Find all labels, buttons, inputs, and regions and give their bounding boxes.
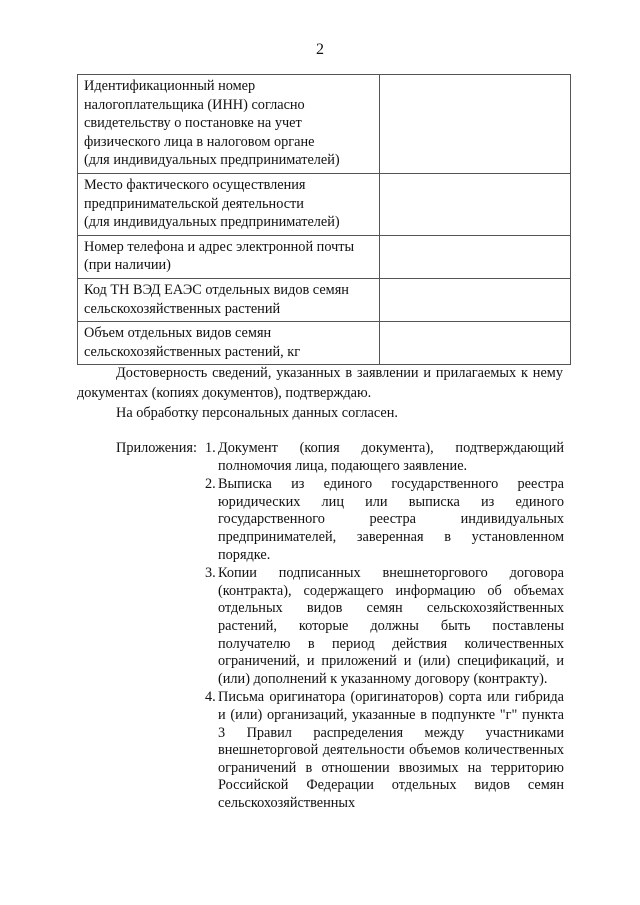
attachment-text: Выписка из единого государственного реестра юридических лиц или выписка из единого государственного реестра индивидуальных предпринимателей, заверенная в установленном порядке. (218, 476, 564, 563)
row-label-inn: Идентификационный номер налогоплательщика (ИНН) согласно свидетельству о постановке на учет физического лица в налоговом органе (для индивидуальных предпринимателей) (78, 75, 380, 174)
row-label-business-place: Место фактического осуществления предпринимательской деятельности (для индивидуальных предпринимателей) (78, 173, 380, 235)
row-value-hs-code (380, 278, 571, 321)
table-row (78, 235, 571, 278)
list-item (200, 476, 564, 564)
list-item (200, 565, 564, 688)
list-item (200, 440, 564, 475)
attachment-text: Документ (копия документа), подтверждающий полномочия лица, подающего заявление. (218, 440, 564, 474)
attachments-list (200, 440, 564, 813)
confirmation-paragraph: Достоверность сведений, указанных в заявлении и прилагаемых к нему документах (копиях документов), подтверждаю. (77, 365, 563, 401)
table-row (78, 322, 571, 365)
attachment-number: 2. (205, 476, 216, 493)
attachment-text: Копии подписанных внешнеторгового договора (контракта), содержащего информацию об объемах отдельных видов семян сельскохозяйственных растений, которые должны быть поставлены получателю в период действия количественных ограничений, и приложений и (или) спецификаций, и (или) дополнений к указанному договору (контракту). (218, 565, 564, 687)
row-label-contacts: Номер телефона и адрес электронной почты (при наличии) (78, 235, 380, 278)
attachments-label: Приложения: (116, 440, 197, 456)
table-row (78, 75, 571, 174)
table-row (78, 173, 571, 235)
row-value-contacts (380, 235, 571, 278)
table-row (78, 278, 571, 321)
attachment-text: Письма оригинатора (оригинаторов) сорта или гибрида и (или) организаций, указанные в подпункте "г" пункта 3 Правил распределения между участниками внешнеторговой деятельности объемов количественных ограничений в отношении ввозимых на территорию Российской Федерации отдельных видов семян сельскохозяйственных (218, 689, 564, 811)
list-item (200, 689, 564, 812)
attachment-number: 4. (205, 689, 216, 706)
attachment-number: 3. (205, 565, 216, 582)
page-number: 2 (316, 41, 324, 58)
row-label-volume: Объем отдельных видов семян сельскохозяйственных растений, кг (78, 322, 380, 365)
row-label-hs-code: Код ТН ВЭД ЕАЭС отдельных видов семян сельскохозяйственных растений (78, 278, 380, 321)
row-value-business-place (380, 173, 571, 235)
row-value-volume (380, 322, 571, 365)
row-value-inn (380, 75, 571, 174)
attachment-number: 1. (205, 440, 216, 456)
applicant-info-table (77, 74, 571, 365)
consent-paragraph: На обработку персональных данных согласен. (116, 405, 398, 421)
